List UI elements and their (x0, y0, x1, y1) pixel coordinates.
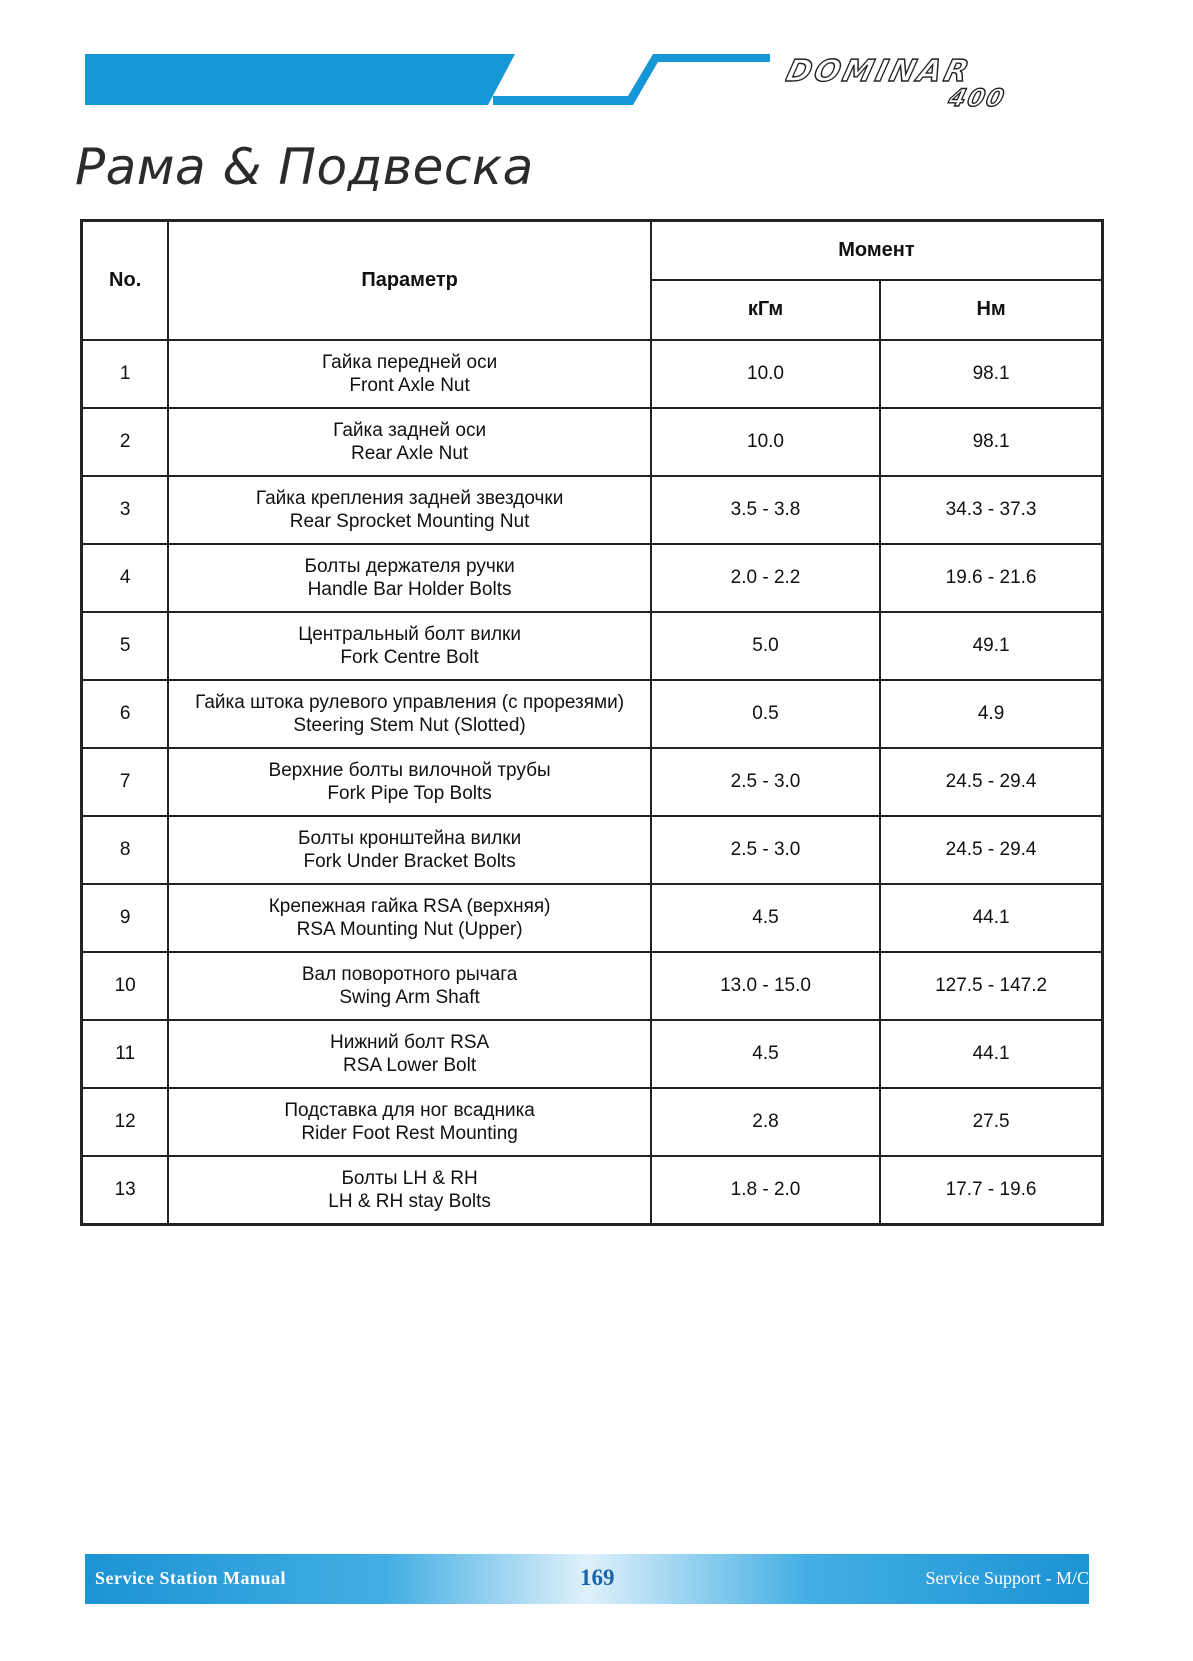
parameter-en: Rider Foot Rest Mounting (301, 1122, 518, 1144)
parameter-ru: Гайка крепления задней звездочки (255, 487, 564, 509)
row-kgm: 4.5 (651, 884, 880, 952)
row-parameter (168, 612, 651, 680)
parameter-en: Swing Arm Shaft (339, 986, 480, 1008)
row-parameter (168, 1156, 651, 1225)
parameter-ru: Гайка передней оси (321, 351, 498, 373)
table-row (82, 816, 1103, 884)
row-nm: 44.1 (880, 884, 1102, 952)
row-nm: 4.9 (880, 680, 1102, 748)
row-kgm: 10.0 (651, 340, 880, 408)
parameter-ru: Нижний болт RSA (329, 1031, 490, 1053)
table-row (82, 952, 1103, 1020)
page-title: Рама & Подвеска (75, 138, 534, 196)
parameter-ru: Подставка для ног всадника (284, 1099, 535, 1121)
row-number: 4 (82, 544, 169, 612)
torque-table (80, 219, 1104, 1226)
row-kgm: 13.0 - 15.0 (651, 952, 880, 1020)
dominar-logo (785, 55, 1105, 110)
table-row (82, 340, 1103, 408)
parameter-en: RSA Lower Bolt (343, 1054, 477, 1076)
row-parameter (168, 544, 651, 612)
header-kgm: кГм (651, 280, 880, 340)
row-nm: 24.5 - 29.4 (880, 816, 1102, 884)
header-nm: Нм (880, 280, 1102, 340)
header-torque: Момент (651, 221, 1103, 280)
row-parameter (168, 340, 651, 408)
row-parameter (168, 680, 651, 748)
row-parameter (168, 816, 651, 884)
parameter-ru: Верхние болты вилочной трубы (268, 759, 551, 781)
row-kgm: 0.5 (651, 680, 880, 748)
row-number: 6 (82, 680, 169, 748)
parameter-ru: Крепежная гайка RSA (верхняя) (268, 895, 551, 917)
row-nm: 17.7 - 19.6 (880, 1156, 1102, 1225)
row-nm: 34.3 - 37.3 (880, 476, 1102, 544)
svg-text:DOMINAR: DOMINAR (785, 55, 975, 89)
row-number: 1 (82, 340, 169, 408)
table-row (82, 680, 1103, 748)
table-row (82, 1088, 1103, 1156)
parameter-ru: Болты держателя ручки (304, 555, 515, 577)
row-number: 11 (82, 1020, 169, 1088)
row-nm: 98.1 (880, 408, 1102, 476)
page-number: 169 (580, 1565, 615, 1590)
footer-manual-title: Service Station Manual (95, 1568, 286, 1588)
row-parameter (168, 884, 651, 952)
parameter-ru: Болты LH & RH (341, 1167, 478, 1189)
table-body (82, 340, 1103, 1225)
row-number: 10 (82, 952, 169, 1020)
header-no: No. (82, 221, 169, 340)
table-row (82, 748, 1103, 816)
parameter-en: LH & RH stay Bolts (328, 1190, 491, 1212)
row-parameter (168, 1088, 651, 1156)
parameter-en: Rear Sprocket Mounting Nut (289, 510, 530, 532)
row-parameter (168, 476, 651, 544)
row-nm: 27.5 (880, 1088, 1102, 1156)
parameter-ru: Вал поворотного рычага (301, 963, 518, 985)
row-kgm: 2.5 - 3.0 (651, 748, 880, 816)
table-row (82, 884, 1103, 952)
parameter-ru: Гайка штока рулевого управления (с прорезями) (195, 691, 625, 713)
parameter-en: Handle Bar Holder Bolts (307, 578, 512, 600)
table-row (82, 1156, 1103, 1225)
row-kgm: 5.0 (651, 612, 880, 680)
row-number: 5 (82, 612, 169, 680)
row-nm: 24.5 - 29.4 (880, 748, 1102, 816)
row-kgm: 4.5 (651, 1020, 880, 1088)
footer-section: Service Support - M/C (925, 1568, 1089, 1588)
row-parameter (168, 952, 651, 1020)
row-parameter (168, 748, 651, 816)
table-row (82, 1020, 1103, 1088)
row-number: 2 (82, 408, 169, 476)
row-kgm: 1.8 - 2.0 (651, 1156, 880, 1225)
parameter-en: RSA Mounting Nut (Upper) (296, 918, 523, 940)
row-nm: 98.1 (880, 340, 1102, 408)
row-nm: 44.1 (880, 1020, 1102, 1088)
parameter-en: Fork Under Bracket Bolts (303, 850, 516, 872)
row-nm: 49.1 (880, 612, 1102, 680)
parameter-ru: Болты кронштейна вилки (297, 827, 522, 849)
row-nm: 19.6 - 21.6 (880, 544, 1102, 612)
svg-text:400: 400 (945, 83, 1010, 110)
row-parameter (168, 408, 651, 476)
row-kgm: 3.5 - 3.8 (651, 476, 880, 544)
row-kgm: 10.0 (651, 408, 880, 476)
row-number: 3 (82, 476, 169, 544)
row-number: 9 (82, 884, 169, 952)
table-row (82, 544, 1103, 612)
header-parameter: Параметр (168, 221, 651, 340)
parameter-en: Fork Pipe Top Bolts (327, 782, 492, 804)
row-kgm: 2.8 (651, 1088, 880, 1156)
footer-bar (85, 1554, 1089, 1604)
parameter-en: Front Axle Nut (349, 374, 470, 396)
parameter-en: Fork Centre Bolt (340, 646, 479, 668)
parameter-ru: Гайка задней оси (333, 419, 487, 441)
table-row (82, 612, 1103, 680)
row-parameter (168, 1020, 651, 1088)
table-row (82, 476, 1103, 544)
row-nm: 127.5 - 147.2 (880, 952, 1102, 1020)
row-kgm: 2.0 - 2.2 (651, 544, 880, 612)
parameter-en: Rear Axle Nut (350, 442, 469, 464)
row-kgm: 2.5 - 3.0 (651, 816, 880, 884)
parameter-ru: Центральный болт вилки (298, 623, 521, 645)
row-number: 7 (82, 748, 169, 816)
row-number: 13 (82, 1156, 169, 1225)
row-number: 8 (82, 816, 169, 884)
row-number: 12 (82, 1088, 169, 1156)
table-row (82, 408, 1103, 476)
parameter-en: Steering Stem Nut (Slotted) (293, 714, 526, 736)
